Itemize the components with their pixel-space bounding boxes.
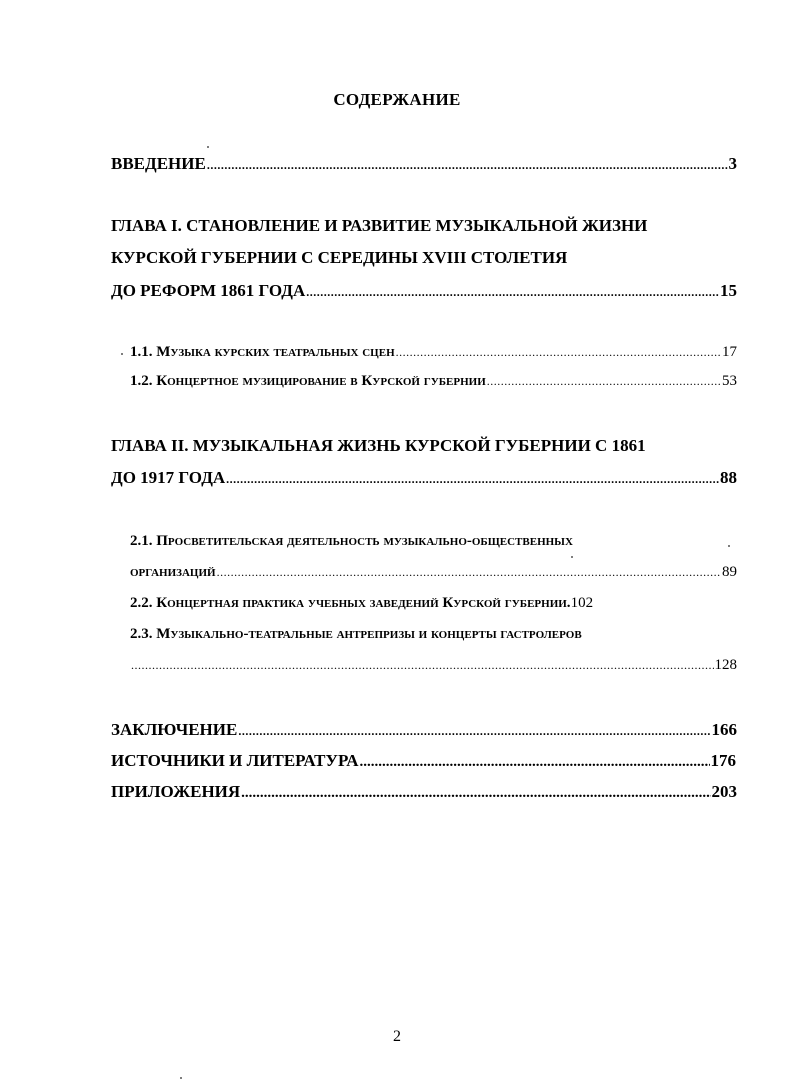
scan-speck bbox=[571, 556, 573, 558]
toc-entry-conclusion[interactable] bbox=[111, 720, 737, 740]
scan-speck bbox=[180, 1077, 182, 1079]
scan-speck bbox=[207, 146, 209, 148]
toc-chapter1-heading-line1[interactable] bbox=[111, 216, 737, 236]
toc-leader-dots bbox=[207, 158, 728, 173]
toc-leader-dots bbox=[131, 658, 714, 673]
toc-leader-dots bbox=[306, 285, 719, 300]
toc-entry-page: 89 bbox=[722, 564, 737, 580]
toc-entry-page: 17 bbox=[722, 344, 737, 360]
toc-leader-dots bbox=[359, 754, 709, 771]
toc-entry-page: 128 bbox=[714, 657, 737, 673]
toc-entry-page: 166 bbox=[711, 720, 737, 739]
toc-entry-label: ГЛАВА II. МУЗЫКАЛЬНАЯ ЖИЗНЬ КУРСКОЙ ГУБЕРНИИ С 1861 bbox=[111, 436, 646, 455]
toc-entry-label: ГЛАВА I. СТАНОВЛЕНИЕ И РАЗВИТИЕ МУЗЫКАЛЬНОЙ ЖИЗНИ bbox=[111, 216, 648, 235]
toc-leader-dots bbox=[238, 724, 710, 739]
toc-entry-page: 15 bbox=[720, 281, 737, 300]
toc-leader-dots bbox=[241, 785, 710, 802]
toc-entry-intro[interactable] bbox=[111, 154, 737, 174]
toc-entry-section-2-3[interactable] bbox=[130, 657, 737, 674]
toc-entry-label: ЗАКЛЮЧЕНИЕ bbox=[111, 720, 238, 739]
toc-entry-label: ДО 1917 ГОДА bbox=[111, 468, 226, 487]
toc-entry-page: 176 bbox=[710, 751, 736, 770]
toc-entry-section-2-1[interactable] bbox=[130, 564, 737, 581]
scan-speck bbox=[728, 545, 730, 547]
toc-entry-label: ДО РЕФОРМ 1861 ГОДА bbox=[111, 281, 306, 300]
toc-leader-dots bbox=[226, 472, 719, 487]
toc-leader-dots bbox=[217, 565, 721, 580]
toc-entry-label: ПРИЛОЖЕНИЯ bbox=[111, 782, 241, 801]
page-number: 2 bbox=[393, 1028, 401, 1045]
toc-chapter2-heading-line1[interactable] bbox=[111, 436, 737, 456]
toc-entry-label: организаций bbox=[130, 564, 216, 580]
toc-entry-label: ИСТОЧНИКИ И ЛИТЕРАТУРА bbox=[111, 751, 359, 770]
toc-entry-page: 203 bbox=[711, 782, 737, 801]
toc-entry-sources[interactable] bbox=[111, 751, 736, 771]
toc-section-2-1-line1[interactable]: 2.1. Просветительская деятельность музыкально-общественных bbox=[130, 533, 573, 549]
toc-entry-appendices[interactable] bbox=[111, 782, 737, 802]
toc-entry-chapter2[interactable] bbox=[111, 468, 737, 488]
toc-entry-page: 88 bbox=[720, 468, 737, 487]
toc-entry-label: 1.2. Концертное музицирование в Курской губернии bbox=[130, 373, 486, 389]
toc-entry-page: 3 bbox=[728, 154, 737, 173]
toc-entry-section-2-2[interactable] bbox=[130, 595, 737, 612]
page-title: СОДЕРЖАНИЕ bbox=[333, 90, 461, 109]
toc-entry-chapter1[interactable] bbox=[111, 281, 737, 301]
scan-speck bbox=[121, 353, 123, 355]
toc-entry-label: КУРСКОЙ ГУБЕРНИИ С СЕРЕДИНЫ XVIII СТОЛЕТИЯ bbox=[111, 248, 568, 267]
toc-entry-section-1-1[interactable] bbox=[130, 344, 737, 361]
toc-entry-section-1-2[interactable] bbox=[130, 373, 737, 390]
toc-entry-page: 53 bbox=[722, 373, 737, 389]
toc-entry-page: 102 bbox=[570, 595, 594, 611]
toc-entry-label: 1.1. Музыка курских театральных сцен bbox=[130, 344, 395, 360]
toc-leader-dots bbox=[487, 374, 721, 389]
toc-entry-label: 2.2. Концертная практика учебных заведений Курской губернии. bbox=[130, 595, 571, 611]
toc-entry-label: ВВЕДЕНИЕ bbox=[111, 154, 206, 173]
toc-leader-dots bbox=[396, 345, 721, 360]
toc-section-2-3-line1[interactable]: 2.3. Музыкально-театральные антрепризы и концерты гастролеров bbox=[130, 626, 582, 642]
toc-chapter1-heading-line2[interactable] bbox=[111, 248, 737, 268]
